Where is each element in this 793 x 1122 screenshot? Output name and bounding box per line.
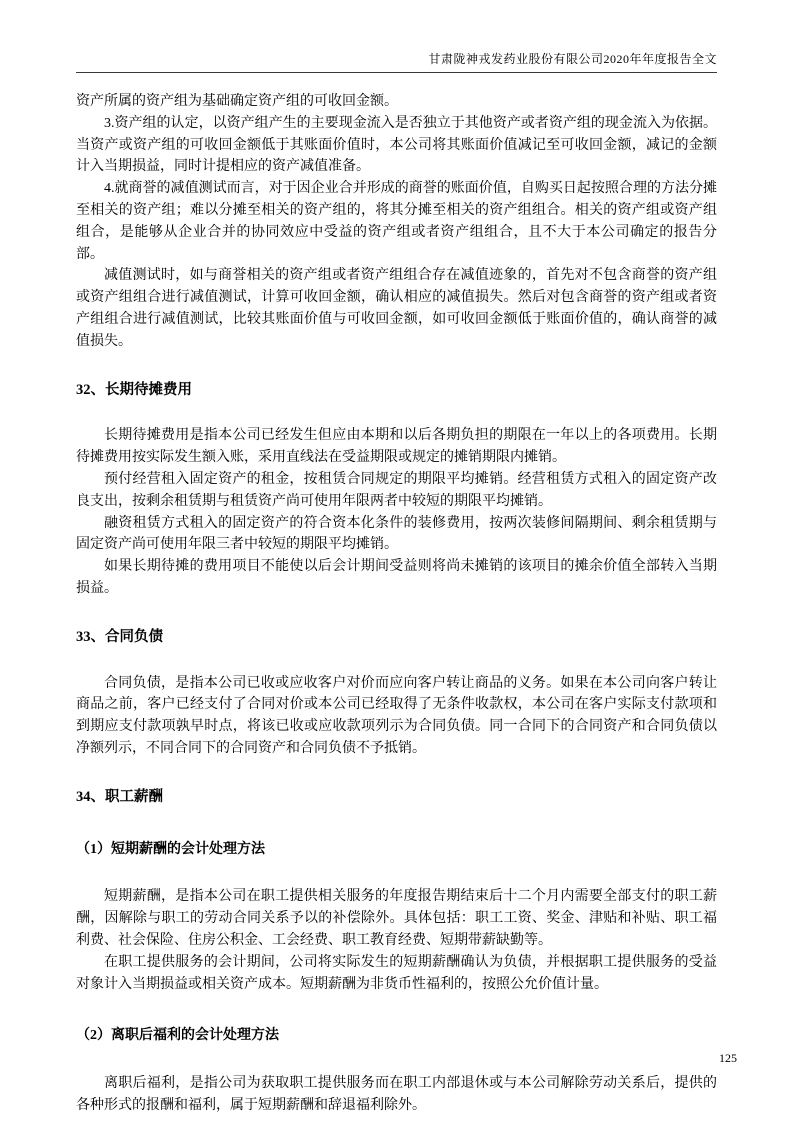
paragraph: 长期待摊费用是指本公司已经发生但应由本期和以后各期负担的期限在一年以上的各项费用。长期待摊费用按实际发生额入账，采用直线法在受益期限或规定的摊销期限内摊销。 xyxy=(76,428,717,466)
paragraph: 资产所属的资产组为基础确定资产组的可收回金额。 xyxy=(76,94,398,109)
document-body xyxy=(76,91,717,1117)
paragraph: 如果长期待摊的费用项目不能使以后会计期间受益则将尚未摊销的该项目的摊余价值全部转入当期损益。 xyxy=(76,559,717,596)
section-heading: 34、职工薪酬 xyxy=(76,788,163,805)
section-heading: 33、合同负债 xyxy=(76,628,163,645)
page-header xyxy=(76,52,717,73)
header-rule xyxy=(76,72,717,73)
paragraph: 离职后福利，是指公司为获取职工提供服务而在职工内部退休或与本公司解除劳动关系后，提供的各种形式的报酬和福利，属于短期薪酬和辞退福利除外。 xyxy=(76,1076,717,1113)
paragraph: 减值测试时，如与商誉相关的资产组或者资产组组合存在减值迹象的，首先对不包含商誉的资产组或资产组组合进行减值测试，计算可收回金额，确认相应的减值损失。然后对包含商誉的资产组或者资产组组合进行减值测试，比较其账面价值与可收回金额，如可收回金额低于账面价值的，确认商誉的减值损失。 xyxy=(76,268,717,349)
report-header-title: 甘肃陇神戎发药业股份有限公司2020年年度报告全文 xyxy=(428,52,717,66)
paragraph: 融资租赁方式租入的固定资产的符合资本化条件的装修费用，按两次装修间隔期间、剩余租赁期与固定资产尚可使用年限三者中较短的期限平均摊销。 xyxy=(76,515,717,553)
section-heading: 32、长期待摊费用 xyxy=(76,381,192,398)
paragraph: 在职工提供服务的会计期间，公司将实际发生的短期薪酬确认为负债，并根据职工提供服务的受益对象计入当期损益或相关资产成本。短期薪酬为非货币性福利的，按照公允价值计量。 xyxy=(76,954,717,992)
paragraph: 预付经营租入固定资产的租金，按租赁合同规定的期限平均摊销。经营租赁方式租入的固定资产改良支出，按剩余租赁期与租赁资产尚可使用年限两者中较短的期限平均摊销。 xyxy=(76,471,717,509)
sub-heading: （1）短期薪酬的会计处理方法 xyxy=(76,841,265,857)
sub-heading: （2）离职后福利的会计处理方法 xyxy=(76,1028,279,1044)
paragraph: 短期薪酬，是指本公司在职工提供相关服务的年度报告期结束后十二个月内需要全部支付的职工薪酬，因解除与职工的劳动合同关系予以的补偿除外。具体包括：职工工资、奖金、津贴和补贴、职工福利费、社会保险、住房公积金、工会经费、职工教育经费、短期带薪缺勤等。 xyxy=(76,889,717,948)
paragraph: 合同负债，是指本公司已收或应收客户对价而应向客户转让商品的义务。如果在本公司向客户转让商品之前，客户已经支付了合同对价或本公司已经取得了无条件收款权，本公司在客户实际支付款项和到期应支付款项孰早时点，将该已收或应收款项列示为合同负债。同一合同下的合同资产和合同负债以净额列示，不同合同下的合同资产和合同负债不予抵销。 xyxy=(76,675,717,756)
paragraph: 3.资产组的认定，以资产组产生的主要现金流入是否独立于其他资产或者资产组的现金流入为依据。当资产或资产组的可收回金额低于其账面价值时，本公司将其账面价值减记至可收回金额，减记的金额计入当期损益，同时计提相应的资产减值准备。 xyxy=(76,115,717,175)
paragraph: 4.就商誉的减值测试而言，对于因企业合并形成的商誉的账面价值，自购买日起按照合理的方法分摊至相关的资产组；难以分摊至相关的资产组的，将其分摊至相关的资产组组合。相关的资产组或资产组组合，是能够从企业合并的协同效应中受益的资产组或者资产组组合，且不大于本公司确定的报告分部。 xyxy=(76,181,717,262)
page-number: 125 xyxy=(719,1051,737,1065)
